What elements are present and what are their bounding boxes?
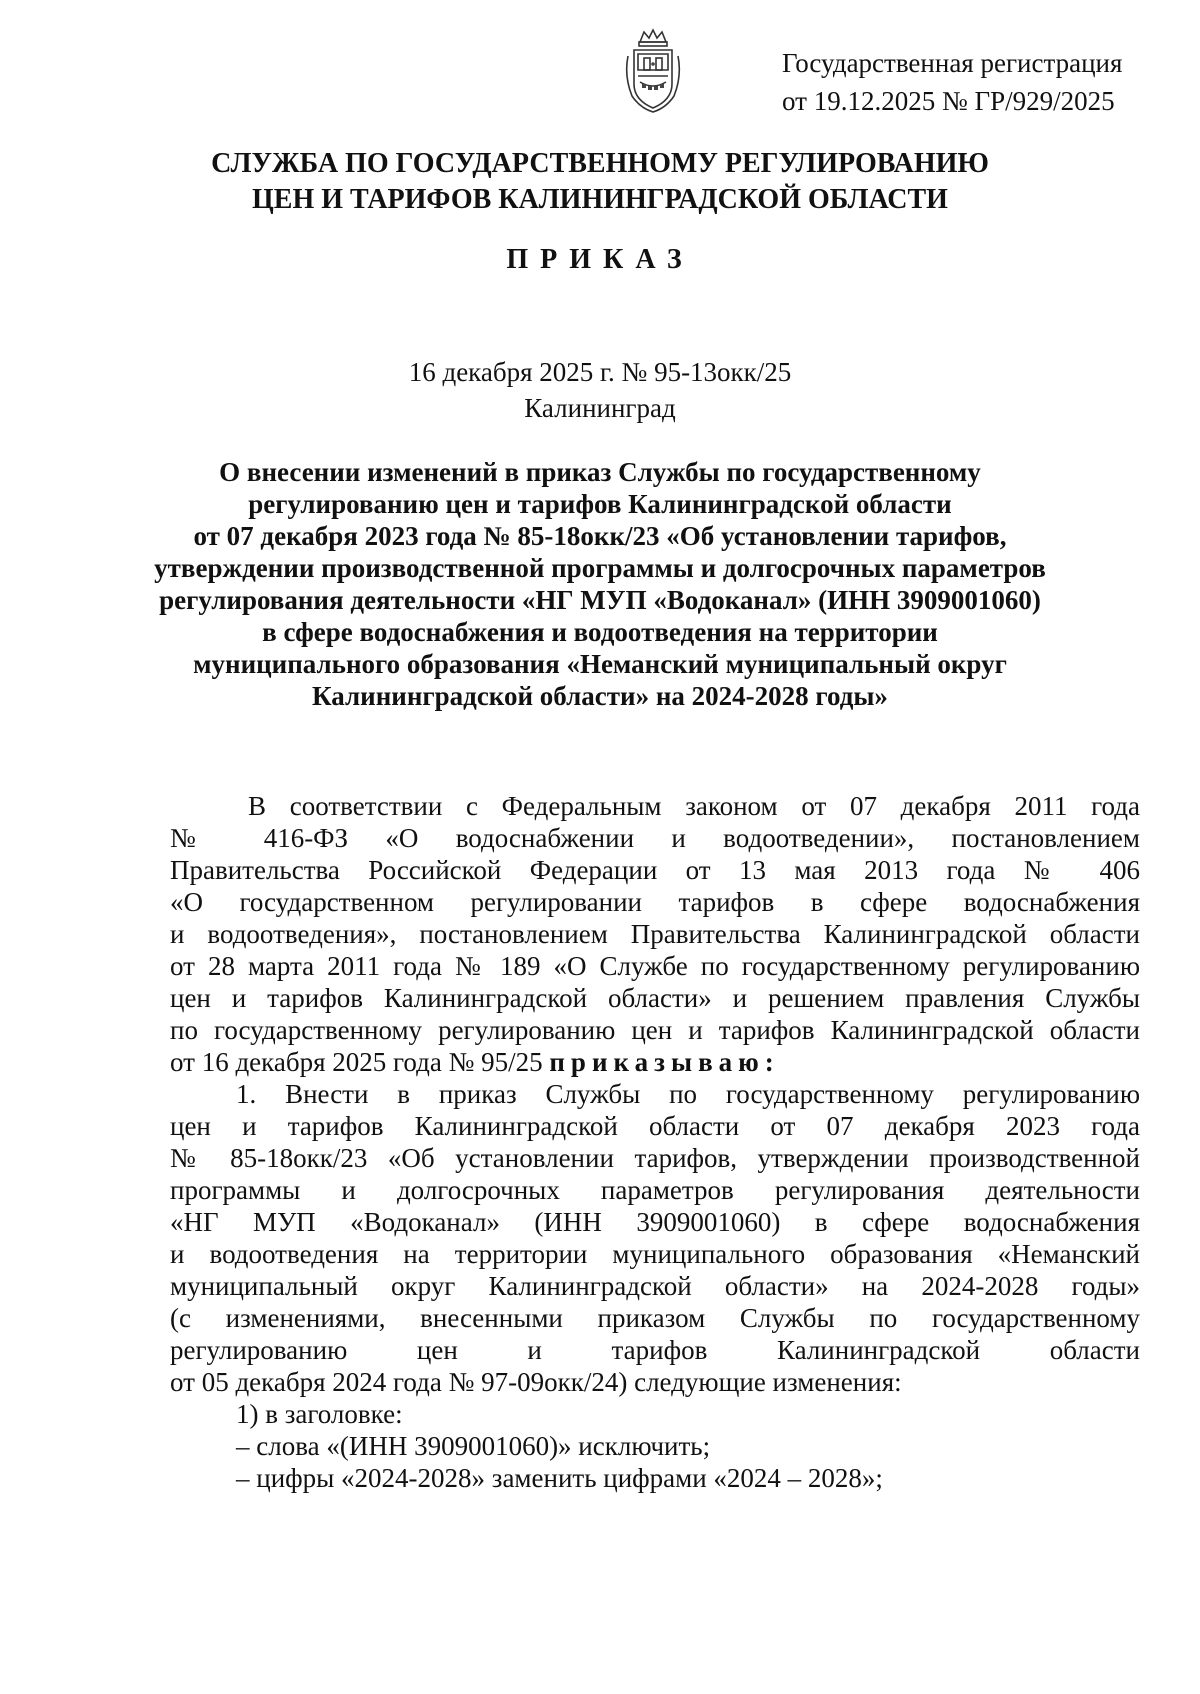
subject-line: Калининградской области» на 2024-2028 годы» xyxy=(312,681,888,711)
preamble-line: В соответствии с Федеральным законом от 07 декабря 2011 года xyxy=(248,791,1140,821)
city: Калининград xyxy=(524,393,676,423)
subject-line: утверждении производственной программы и долгосрочных параметров xyxy=(154,553,1046,583)
item1-line: регулированию цен и тарифов Калининградской области xyxy=(170,1335,1140,1365)
sub-item: 1) в заголовке: xyxy=(236,1399,403,1429)
sub-item: – цифры «2024-2028» заменить цифрами «2024 – 2028»; xyxy=(236,1463,883,1493)
order-directive-word: приказываю: xyxy=(549,1047,780,1077)
item1-line: цен и тарифов Калининградской области от 07 декабря 2023 года xyxy=(170,1111,1140,1141)
preamble-line: № 416-ФЗ «О водоснабжении и водоотведении», постановлением xyxy=(170,823,1140,853)
preamble-line: по государственному регулированию цен и тарифов Калининградской области xyxy=(170,1015,1140,1045)
item1-line: «НГ МУП «Водоканал» (ИНН 3909001060) в сфере водоснабжения xyxy=(170,1207,1140,1237)
coat-of-arms-icon xyxy=(620,26,686,114)
preamble-line: и водоотведения», постановлением Правительства Калининградской области xyxy=(170,919,1140,949)
preamble-line: от 28 марта 2011 года № 189 «О Службе по государственному регулированию xyxy=(170,951,1140,981)
order-date-number: 16 декабря 2025 г. № 95-13окк/25 xyxy=(408,357,792,387)
preamble-line: цен и тарифов Калининградской области» и решением правления Службы xyxy=(170,983,1140,1013)
sub-item: – слова «(ИНН 3909001060)» исключить; xyxy=(236,1431,711,1461)
item1-last-line: от 05 декабря 2024 года № 97-09окк/24) следующие изменения: xyxy=(170,1367,902,1397)
subject-line: О внесении изменений в приказ Службы по государственному xyxy=(219,457,981,487)
item1-line: (с изменениями, внесенными приказом Службы по государственному xyxy=(170,1303,1140,1333)
order-subject-title xyxy=(0,456,1200,712)
item1-line: программы и долгосрочных параметров регулирования деятельности xyxy=(170,1175,1140,1205)
item1-line: 1. Внести в приказ Службы по государственному регулированию xyxy=(236,1079,1140,1109)
registration-stamp xyxy=(782,44,1122,120)
preamble-last-text: от 16 декабря 2025 года № 95/25 xyxy=(170,1047,550,1077)
organization-name xyxy=(0,146,1200,218)
date-and-number xyxy=(0,354,1200,426)
organization-line-2: ЦЕН И ТАРИФОВ КАЛИНИНГРАДСКОЙ ОБЛАСТИ xyxy=(252,184,948,215)
subject-line: в сфере водоснабжения и водоотведения на территории xyxy=(262,617,938,647)
subject-line: от 07 декабря 2023 года № 85-18окк/23 «Об установлении тарифов, xyxy=(193,521,1007,551)
item1-line: муниципальный округ Калининградской области» на 2024-2028 годы» xyxy=(170,1271,1140,1301)
organization-line-1: СЛУЖБА ПО ГОСУДАРСТВЕННОМУ РЕГУЛИРОВАНИЮ xyxy=(211,148,989,179)
document-type-heading: ПРИКАЗ xyxy=(506,244,694,275)
registration-line-1: Государственная регистрация xyxy=(782,48,1123,78)
item1-line: № 85-18окк/23 «Об установлении тарифов, утверждении производственной xyxy=(170,1143,1140,1173)
subject-line: регулирования деятельности «НГ МУП «Водоканал» (ИНН 3909001060) xyxy=(159,585,1041,615)
subject-line: регулированию цен и тарифов Калининградской области xyxy=(248,489,952,519)
order-body xyxy=(170,790,1140,1494)
preamble-line: Правительства Российской Федерации от 13 мая 2013 года № 406 xyxy=(170,855,1140,885)
preamble-last-line xyxy=(170,1046,1140,1078)
preamble-line: «О государственном регулировании тарифов в сфере водоснабжения xyxy=(170,887,1140,917)
registration-line-2: от 19.12.2025 № ГР/929/2025 xyxy=(782,86,1115,116)
item1-line: и водоотведения на территории муниципального образования «Неманский xyxy=(170,1239,1140,1269)
subject-line: муниципального образования «Неманский муниципальный округ xyxy=(193,649,1007,679)
